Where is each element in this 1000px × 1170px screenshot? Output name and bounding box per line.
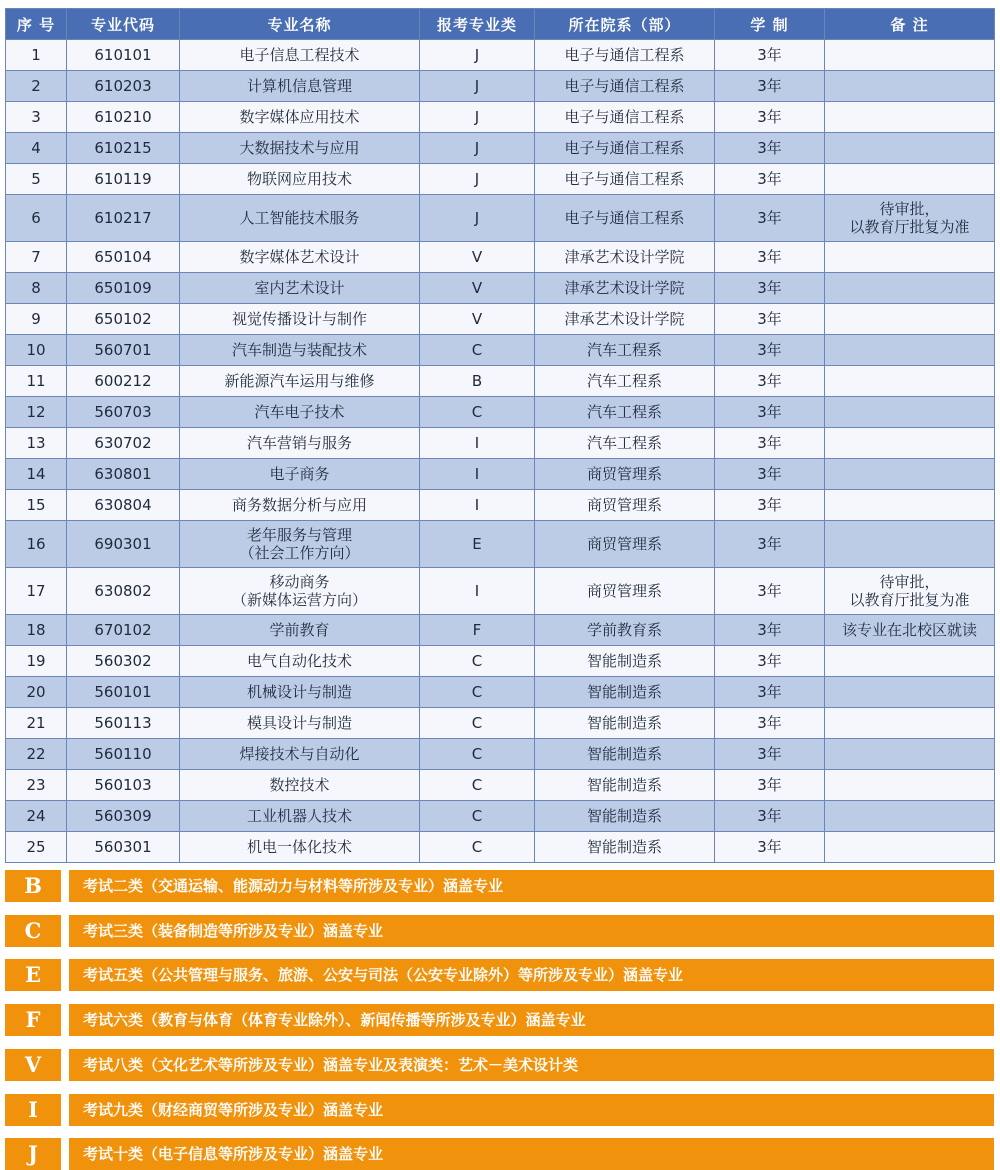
cell-department: 商贸管理系 [535,568,715,615]
table-row [6,459,995,490]
cell-name-line: 数字媒体应用技术 [239,108,360,126]
legend-description: 考试九类（财经商贸等所涉及专业）涵盖专业 [69,1094,994,1126]
cell-note-line: 该专业在北校区就读 [841,621,977,639]
cell-name-line: 电子信息工程技术 [239,46,360,64]
cell-name [180,708,420,739]
cell-name-line: 数字媒体艺术设计 [239,248,360,266]
cell-note [825,615,995,646]
legend-item [5,1004,994,1036]
table-row [6,739,995,770]
cell-category: C [420,397,535,428]
cell-name [180,71,420,102]
cell-code: 690301 [67,521,180,568]
cell-duration: 3年 [715,770,825,801]
cell-duration: 3年 [715,366,825,397]
cell-duration: 3年 [715,304,825,335]
cell-name-line: 汽车制造与装配技术 [231,341,367,359]
cell-category: C [420,739,535,770]
cell-duration: 3年 [715,133,825,164]
cell-code: 630804 [67,490,180,521]
table-body [6,40,995,863]
cell-note [825,646,995,677]
cell-name-line: （社会工作方向） [239,544,360,562]
table-row [6,708,995,739]
cell-department: 电子与通信工程系 [535,102,715,133]
table-row [6,242,995,273]
table-row [6,677,995,708]
cell-no: 11 [6,366,67,397]
cell-name [180,242,420,273]
cell-name-line: 模具设计与制造 [246,714,352,732]
cell-name [180,739,420,770]
cell-name [180,490,420,521]
cell-category: I [420,459,535,490]
cell-no: 7 [6,242,67,273]
cell-category: C [420,677,535,708]
table-row [6,164,995,195]
cell-note [825,397,995,428]
cell-duration: 3年 [715,242,825,273]
cell-no: 19 [6,646,67,677]
table-header-row [6,9,995,40]
cell-category: V [420,273,535,304]
table-row [6,133,995,164]
cell-note [825,164,995,195]
cell-department: 智能制造系 [535,770,715,801]
cell-category: I [420,568,535,615]
cell-code: 560110 [67,739,180,770]
legend-code-badge: I [5,1094,61,1126]
cell-category: C [420,770,535,801]
cell-code: 610215 [67,133,180,164]
cell-duration: 3年 [715,739,825,770]
cell-department: 智能制造系 [535,677,715,708]
cell-department: 汽车工程系 [535,366,715,397]
cell-code: 610101 [67,40,180,71]
cell-name [180,304,420,335]
cell-name-line: 商务数据分析与应用 [231,496,367,514]
cell-no: 6 [6,195,67,242]
cell-code: 650102 [67,304,180,335]
cell-department: 智能制造系 [535,646,715,677]
cell-code: 560301 [67,832,180,863]
cell-duration: 3年 [715,335,825,366]
cell-name-line: 计算机信息管理 [246,77,352,95]
cell-duration: 3年 [715,677,825,708]
cell-department: 汽车工程系 [535,428,715,459]
legend-item [5,959,994,991]
cell-note [825,739,995,770]
cell-name [180,832,420,863]
legend-item [5,1138,994,1170]
cell-department: 电子与通信工程系 [535,40,715,71]
cell-category: F [420,615,535,646]
legend-code-badge: E [5,959,61,991]
cell-department: 智能制造系 [535,832,715,863]
cell-duration: 3年 [715,40,825,71]
cell-no: 13 [6,428,67,459]
table-row [6,568,995,615]
cell-category: C [420,708,535,739]
cell-department: 智能制造系 [535,708,715,739]
cell-no: 1 [6,40,67,71]
cell-name [180,397,420,428]
cell-note [825,102,995,133]
cell-no: 18 [6,615,67,646]
cell-note-line: 以教育厅批复为准 [849,218,970,236]
table-row [6,521,995,568]
cell-name [180,646,420,677]
legend-description: 考试二类（交通运输、能源动力与材料等所涉及专业）涵盖专业 [69,870,994,902]
cell-name [180,40,420,71]
cell-name-line: 汽车营销与服务 [246,434,352,452]
cell-code: 630702 [67,428,180,459]
cell-duration: 3年 [715,615,825,646]
cell-note [825,366,995,397]
table-row [6,801,995,832]
cell-code: 560302 [67,646,180,677]
cell-note [825,273,995,304]
cell-category: C [420,646,535,677]
legend-description: 考试六类（教育与体育（体育专业除外）、新闻传播等所涉及专业）涵盖专业 [69,1004,994,1036]
cell-duration: 3年 [715,397,825,428]
table-row [6,304,995,335]
cell-note [825,304,995,335]
cell-no: 14 [6,459,67,490]
cell-name-line: 数控技术 [269,776,330,794]
cell-duration: 3年 [715,832,825,863]
cell-category: J [420,71,535,102]
cell-note [825,195,995,242]
cell-duration: 3年 [715,428,825,459]
legend-description: 考试十类（电子信息等所涉及专业）涵盖专业 [69,1138,994,1170]
legend-description: 考试三类（装备制造等所涉及专业）涵盖专业 [69,915,994,947]
cell-duration: 3年 [715,102,825,133]
cell-code: 610210 [67,102,180,133]
cell-department: 电子与通信工程系 [535,195,715,242]
cell-category: I [420,428,535,459]
legend-code-badge: F [5,1004,61,1036]
cell-duration: 3年 [715,273,825,304]
table-row [6,615,995,646]
cell-no: 21 [6,708,67,739]
cell-note [825,459,995,490]
cell-name [180,335,420,366]
cell-category: J [420,195,535,242]
cell-category: J [420,164,535,195]
cell-name [180,164,420,195]
cell-no: 24 [6,801,67,832]
header-no: 序 号 [6,9,67,40]
cell-name [180,615,420,646]
table-row [6,40,995,71]
cell-code: 670102 [67,615,180,646]
cell-code: 560701 [67,335,180,366]
cell-name-line: 机电一体化技术 [246,838,352,856]
cell-name-line: 新能源汽车运用与维修 [224,372,375,390]
legend-description: 考试五类（公共管理与服务、旅游、公安与司法（公安专业除外）等所涉及专业）涵盖专业 [69,959,994,991]
cell-note-line: 待审批， [879,573,940,591]
cell-code: 610217 [67,195,180,242]
legend-description: 考试八类（文化艺术等所涉及专业）涵盖专业及表演类：艺术－美术设计类 [69,1049,994,1081]
cell-no: 8 [6,273,67,304]
cell-duration: 3年 [715,490,825,521]
cell-note [825,832,995,863]
cell-department: 智能制造系 [535,739,715,770]
cell-note [825,335,995,366]
cell-no: 3 [6,102,67,133]
cell-note [825,801,995,832]
cell-category: C [420,832,535,863]
table-row [6,366,995,397]
cell-code: 630801 [67,459,180,490]
cell-name-line: 老年服务与管理 [246,526,352,544]
table-row [6,71,995,102]
legend-code-badge: B [5,870,61,902]
cell-department: 电子与通信工程系 [535,133,715,164]
table-row [6,335,995,366]
legend-item [5,1094,994,1126]
legend-code-badge: J [5,1138,61,1170]
cell-note [825,242,995,273]
cell-duration: 3年 [715,568,825,615]
cell-code: 600212 [67,366,180,397]
cell-department: 商贸管理系 [535,459,715,490]
cell-name [180,770,420,801]
cell-category: E [420,521,535,568]
cell-code: 560103 [67,770,180,801]
cell-code: 560101 [67,677,180,708]
cell-name-line: 大数据技术与应用 [239,139,360,157]
cell-category: C [420,335,535,366]
cell-code: 630802 [67,568,180,615]
legend-item [5,915,994,947]
cell-name [180,102,420,133]
cell-note [825,71,995,102]
table-row [6,646,995,677]
cell-duration: 3年 [715,164,825,195]
cell-name-line: 电气自动化技术 [246,652,352,670]
cell-category: J [420,133,535,164]
cell-duration: 3年 [715,646,825,677]
cell-department: 汽车工程系 [535,335,715,366]
cell-name [180,273,420,304]
cell-duration: 3年 [715,195,825,242]
table-row [6,397,995,428]
cell-no: 9 [6,304,67,335]
cell-code: 560703 [67,397,180,428]
cell-name-line: 物联网应用技术 [246,170,352,188]
cell-no: 25 [6,832,67,863]
table-row [6,490,995,521]
cell-code: 610203 [67,71,180,102]
cell-department: 学前教育系 [535,615,715,646]
cell-name-line: 工业机器人技术 [246,807,352,825]
table-row [6,102,995,133]
header-duration: 学 制 [715,9,825,40]
table-row [6,195,995,242]
cell-name-line: 视觉传播设计与制作 [231,310,367,328]
cell-category: C [420,801,535,832]
cell-code: 610119 [67,164,180,195]
header-code: 专业代码 [67,9,180,40]
cell-name-line: 汽车电子技术 [254,403,345,421]
cell-category: J [420,40,535,71]
cell-note [825,770,995,801]
cell-name-line: 学前教育 [269,621,330,639]
cell-note [825,428,995,459]
cell-note-line: 待审批， [879,200,940,218]
cell-name-line: 机械设计与制造 [246,683,352,701]
cell-duration: 3年 [715,708,825,739]
cell-duration: 3年 [715,521,825,568]
cell-name [180,568,420,615]
legend-code-badge: V [5,1049,61,1081]
cell-category: V [420,304,535,335]
cell-name [180,366,420,397]
table-row [6,770,995,801]
cell-code: 560309 [67,801,180,832]
cell-category: I [420,490,535,521]
table-row [6,273,995,304]
header-department: 所在院系（部） [535,9,715,40]
cell-category: V [420,242,535,273]
cell-department: 津承艺术设计学院 [535,273,715,304]
majors-table [5,8,995,863]
cell-note [825,708,995,739]
cell-note [825,521,995,568]
cell-no: 22 [6,739,67,770]
table-row [6,832,995,863]
cell-name [180,428,420,459]
cell-duration: 3年 [715,71,825,102]
cell-name [180,459,420,490]
cell-no: 12 [6,397,67,428]
cell-note-line: 以教育厅批复为准 [849,591,970,609]
cell-name-line: （新媒体运营方向） [231,591,367,609]
cell-no: 17 [6,568,67,615]
cell-department: 商贸管理系 [535,521,715,568]
cell-department: 津承艺术设计学院 [535,242,715,273]
cell-name-line: 电子商务 [269,465,330,483]
cell-category: B [420,366,535,397]
cell-category: J [420,102,535,133]
cell-no: 10 [6,335,67,366]
cell-name [180,133,420,164]
table-row [6,428,995,459]
cell-department: 智能制造系 [535,801,715,832]
cell-department: 商贸管理系 [535,490,715,521]
cell-no: 5 [6,164,67,195]
cell-duration: 3年 [715,801,825,832]
cell-name [180,521,420,568]
cell-name [180,801,420,832]
cell-no: 23 [6,770,67,801]
cell-department: 电子与通信工程系 [535,164,715,195]
cell-name [180,677,420,708]
cell-no: 16 [6,521,67,568]
cell-no: 4 [6,133,67,164]
cell-name-line: 人工智能技术服务 [239,209,360,227]
header-category: 报考专业类 [420,9,535,40]
cell-note [825,490,995,521]
header-notes: 备 注 [825,9,995,40]
cell-no: 2 [6,71,67,102]
cell-name-line: 室内艺术设计 [254,279,345,297]
cell-note [825,40,995,71]
cell-department: 电子与通信工程系 [535,71,715,102]
cell-note [825,568,995,615]
cell-no: 20 [6,677,67,708]
cell-duration: 3年 [715,459,825,490]
cell-department: 津承艺术设计学院 [535,304,715,335]
cell-name-line: 焊接技术与自动化 [239,745,360,763]
legend-item [5,1049,994,1081]
cell-note [825,677,995,708]
cell-no: 15 [6,490,67,521]
cell-code: 650104 [67,242,180,273]
cell-note [825,133,995,164]
cell-name-line: 移动商务 [269,573,330,591]
cell-department: 汽车工程系 [535,397,715,428]
cell-name [180,195,420,242]
header-name: 专业名称 [180,9,420,40]
legend-item [5,870,994,902]
legend-code-badge: C [5,915,61,947]
cell-code: 560113 [67,708,180,739]
cell-code: 650109 [67,273,180,304]
